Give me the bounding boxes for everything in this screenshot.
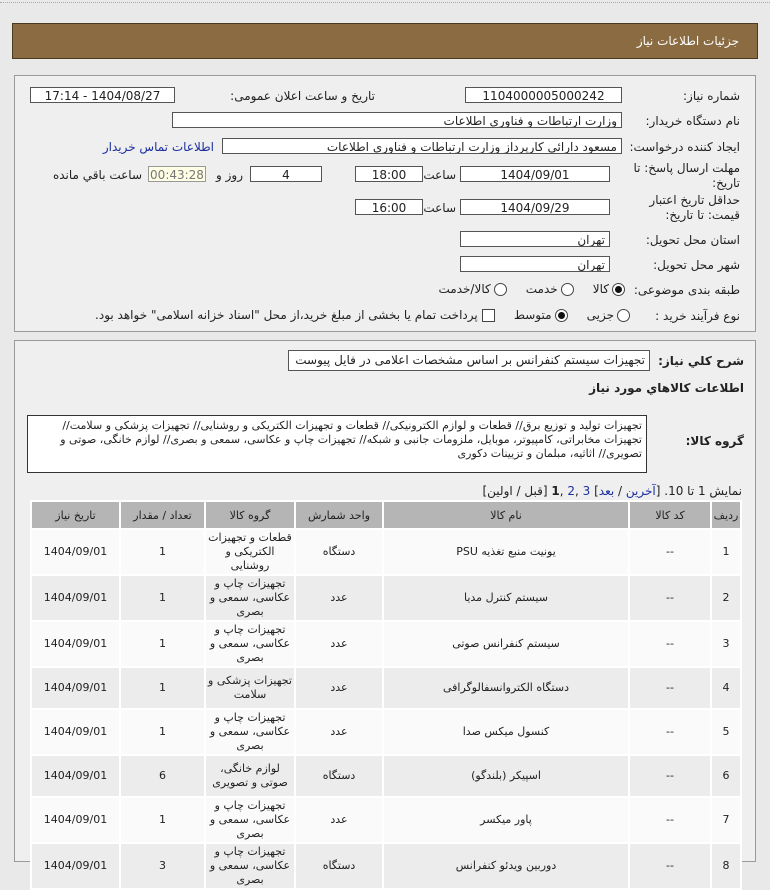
- need-number-label: شماره نیاز:: [683, 89, 740, 103]
- need-date: 1404/09/01: [32, 798, 119, 842]
- row-number: 4: [712, 668, 740, 708]
- days-remaining-field: 4: [250, 166, 322, 182]
- process-options: [95, 308, 630, 322]
- goods-code: --: [630, 756, 710, 796]
- goods-group: لوازم خانگی، صوتی و تصویری: [206, 756, 294, 796]
- remaining-label: ساعت باقي مانده: [52, 168, 142, 182]
- process-minor-radio[interactable]: جزیی: [587, 308, 630, 322]
- col-qty: تعداد / مقدار: [121, 502, 204, 528]
- goods-code: --: [630, 530, 710, 574]
- province-label: استان محل تحویل:: [645, 233, 740, 247]
- goods-name: سیستم کنترل مدیا: [384, 576, 628, 620]
- row-number: 3: [712, 622, 740, 666]
- treasury-payment-checkbox[interactable]: پرداخت تمام یا بخشی از مبلغ خرید،از محل "اسناد خزانه اسلامی" خواهد بود.: [95, 308, 495, 322]
- row-number: 6: [712, 756, 740, 796]
- table-row[interactable]: [32, 844, 740, 888]
- goods-group: تجهیزات چاپ و عکاسی، سمعی و بصری: [206, 576, 294, 620]
- goods-table: [30, 500, 742, 890]
- need-date: 1404/09/01: [32, 530, 119, 574]
- need-date: 1404/09/01: [32, 756, 119, 796]
- buyer-contact-link[interactable]: اطلاعات تماس خریدار: [102, 140, 214, 154]
- pagination-close: ]: [594, 484, 599, 498]
- goods-section-title: اطلاعات کالاهاي مورد نیاز: [589, 381, 744, 395]
- quantity: 1: [121, 622, 204, 666]
- validity-label: حداقل تاریخ اعتبار قیمت: تا تاریخ:: [649, 193, 740, 222]
- deadline-time-field: 18:00: [355, 166, 423, 182]
- unit: عدد: [296, 798, 382, 842]
- countdown-field: 00:43:28: [148, 166, 206, 182]
- page-3-link[interactable]: 3: [582, 484, 591, 498]
- goods-group-field: تجهیزات تولید و توزیع برق// قطعات و لوازم الکترونیکی// قطعات و تجهیزات الکتریکی و روشنایی// تجهیزات پزشکی و سلامت// تجهیزات مخابراتی، کامپیوتر، موبایل، ملزومات جانبی و شبکه// تجهیزات چاپ و عکاسی، سمعی و بصری// لوازم خانگی، صوتی و تصویری// اثاثیه، مبلمان و تزیینات دکوری: [27, 415, 647, 473]
- row-number: 5: [712, 710, 740, 754]
- table-row[interactable]: [32, 710, 740, 754]
- row-number: 7: [712, 798, 740, 842]
- goods-name: دستگاه الکتروانسفالوگرافی: [384, 668, 628, 708]
- buyer-field: وزارت ارتباطات و فناوری اطلاعات: [172, 112, 622, 128]
- table-header-row: [32, 502, 740, 528]
- category-options: [439, 282, 626, 296]
- province-field: تهران: [460, 231, 610, 247]
- unit: عدد: [296, 668, 382, 708]
- col-group: گروه کالا: [206, 502, 294, 528]
- page-header: [12, 23, 758, 59]
- quantity: 1: [121, 668, 204, 708]
- validity-date-field: 1404/09/29: [460, 199, 610, 215]
- row-number: 8: [712, 844, 740, 888]
- pagination-prev-first: [قبل / اولین]: [482, 484, 548, 498]
- goods-group: تجهیزات چاپ و عکاسی، سمعی و بصری: [206, 710, 294, 754]
- quantity: 1: [121, 530, 204, 574]
- deadline-time-label: ساعت: [423, 168, 456, 182]
- row-number: 2: [712, 576, 740, 620]
- quantity: 1: [121, 576, 204, 620]
- need-date: 1404/09/01: [32, 622, 119, 666]
- goods-group: تجهیزات چاپ و عکاسی، سمعی و بصری: [206, 622, 294, 666]
- goods-group: تجهیزات چاپ و عکاسی، سمعی و بصری: [206, 844, 294, 888]
- city-label: شهر محل تحویل:: [653, 258, 740, 272]
- need-date: 1404/09/01: [32, 576, 119, 620]
- goods-code: --: [630, 622, 710, 666]
- category-goods-radio[interactable]: کالا: [593, 282, 625, 296]
- unit: عدد: [296, 576, 382, 620]
- pagination: نمایش 1 تا 10. [آخرین / بعد] 3 ,2 ,1 [قبل / اولین]: [482, 484, 742, 498]
- category-both-radio[interactable]: کالا/خدمت: [439, 282, 507, 296]
- category-label: طبقه بندی موضوعی:: [633, 283, 740, 297]
- page-title: جزئیات اطلاعات نیاز: [636, 34, 739, 48]
- unit: دستگاه: [296, 756, 382, 796]
- goods-name: اسپیکر (بلندگو): [384, 756, 628, 796]
- unit: دستگاه: [296, 530, 382, 574]
- goods-group: تجهیزات چاپ و عکاسی، سمعی و بصری: [206, 798, 294, 842]
- goods-name: یونیت منبع تغذیه PSU: [384, 530, 628, 574]
- goods-code: --: [630, 576, 710, 620]
- table-row[interactable]: [32, 622, 740, 666]
- need-date: 1404/09/01: [32, 710, 119, 754]
- need-date: 1404/09/01: [32, 668, 119, 708]
- goods-group-label: گروه کالا:: [685, 434, 744, 448]
- creator-field: مسعود دارائی کارپرداز وزارت ارتباطات و فناوری اطلاعات: [222, 138, 622, 154]
- goods-name: دوربین ویدئو کنفرانس: [384, 844, 628, 888]
- col-row: ردیف: [712, 502, 740, 528]
- col-code: کد کالا: [630, 502, 710, 528]
- table-row[interactable]: [32, 798, 740, 842]
- page-2-link[interactable]: 2: [567, 484, 575, 498]
- pagination-sep: /: [614, 484, 626, 498]
- unit: دستگاه: [296, 844, 382, 888]
- creator-label: ایجاد کننده درخواست:: [629, 140, 740, 154]
- goods-name: پاور میکسر: [384, 798, 628, 842]
- pagination-next-link[interactable]: بعد: [598, 484, 615, 498]
- row-number: 1: [712, 530, 740, 574]
- need-number-field: 1104000005000242: [465, 87, 622, 103]
- table-row[interactable]: [32, 756, 740, 796]
- table-row[interactable]: [32, 668, 740, 708]
- top-divider: [0, 0, 770, 3]
- validity-time-label: ساعت: [423, 201, 456, 215]
- goods-name: کنسول میکس صدا: [384, 710, 628, 754]
- col-unit: واحد شمارش: [296, 502, 382, 528]
- description-field: تجهیزات سیستم کنفرانس بر اساس مشخصات اعلامی در فایل پیوست: [288, 350, 650, 371]
- pagination-last-link[interactable]: آخرین: [625, 484, 656, 498]
- col-name: نام کالا: [384, 502, 628, 528]
- unit: عدد: [296, 710, 382, 754]
- goods-code: --: [630, 668, 710, 708]
- goods-code: --: [630, 710, 710, 754]
- quantity: 1: [121, 798, 204, 842]
- quantity: 1: [121, 710, 204, 754]
- pagination-prefix: نمایش 1 تا 10. [: [655, 484, 742, 498]
- goods-name: سیستم کنفرانس صوتی: [384, 622, 628, 666]
- need-date: 1404/09/01: [32, 844, 119, 888]
- goods-code: --: [630, 844, 710, 888]
- goods-group: تجهیزات پزشکی و سلامت: [206, 668, 294, 708]
- deadline-label: مهلت ارسال پاسخ: تا تاریخ:: [633, 161, 740, 190]
- unit: عدد: [296, 622, 382, 666]
- deadline-date-field: 1404/09/01: [460, 166, 610, 182]
- description-label: شرح کلي نیاز:: [658, 354, 744, 368]
- quantity: 3: [121, 844, 204, 888]
- days-label: روز و: [216, 168, 243, 182]
- quantity: 6: [121, 756, 204, 796]
- category-service-radio[interactable]: خدمت: [526, 282, 574, 296]
- city-field: تهران: [460, 256, 610, 272]
- goods-group: قطعات و تجهیزات الکتریکی و روشنایی: [206, 530, 294, 574]
- table-row[interactable]: [32, 530, 740, 574]
- table-row[interactable]: [32, 576, 740, 620]
- col-date: تاریخ نیاز: [32, 502, 119, 528]
- validity-time-field: 16:00: [355, 199, 423, 215]
- process-medium-radio[interactable]: متوسط: [514, 308, 568, 322]
- current-page: 1: [551, 484, 560, 498]
- announce-field: 1404/08/27 - 17:14: [30, 87, 175, 103]
- process-label: نوع فرآیند خرید :: [655, 309, 740, 323]
- buyer-label: نام دستگاه خریدار:: [645, 114, 740, 128]
- goods-code: --: [630, 798, 710, 842]
- announce-label: تاریخ و ساعت اعلان عمومی:: [230, 89, 375, 103]
